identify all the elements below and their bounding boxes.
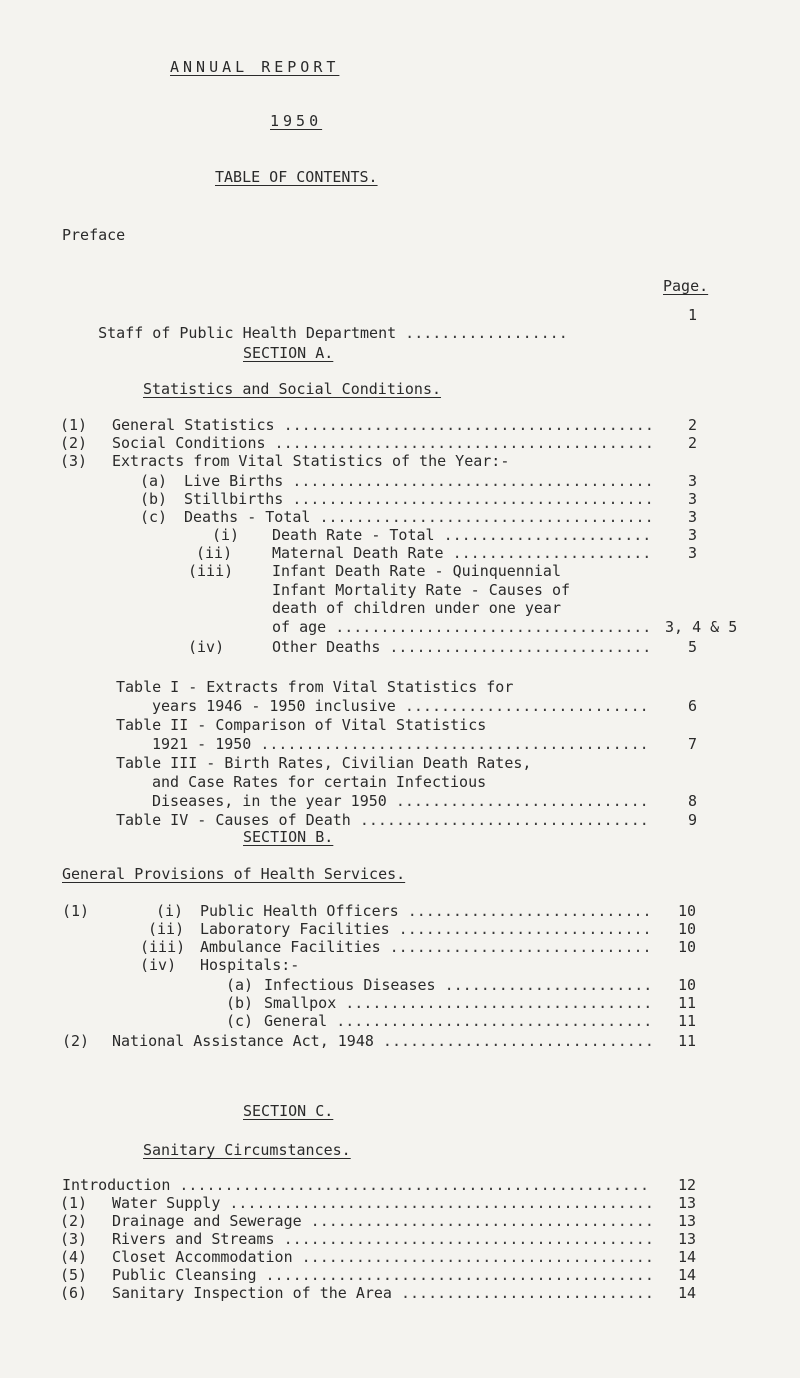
toc-entry-label: Public Health Officers	[200, 902, 399, 920]
toc-entry	[116, 811, 649, 829]
toc-entry-number: (ii)	[196, 544, 233, 562]
dot-leader: ...........................	[395, 697, 649, 715]
toc-entry	[200, 920, 652, 938]
dot-leader: ...........................................	[256, 1266, 654, 1284]
dot-leader: ................................	[350, 811, 649, 829]
toc-entry-label: of age	[272, 618, 327, 636]
toc-entry	[112, 1230, 654, 1248]
dot-leader: .......................	[434, 526, 652, 544]
dot-leader: ............................	[389, 920, 652, 938]
dot-leader: ............................	[391, 1284, 654, 1302]
toc-entry-number: (iv)	[188, 638, 225, 656]
toc-entry	[200, 938, 652, 956]
toc-entry	[200, 956, 299, 974]
toc-entry-page: 2	[688, 416, 698, 434]
toc-entry-page: 13	[678, 1194, 697, 1212]
toc-entry-label: Social Conditions	[112, 434, 266, 452]
toc-entry-label: Rivers and Streams	[112, 1230, 275, 1248]
dot-leader: ........................................	[283, 472, 654, 490]
toc-entry-page: 12	[678, 1176, 697, 1194]
toc-entry-label: Laboratory Facilities	[200, 920, 390, 938]
dot-leader: ...............................................	[220, 1194, 654, 1212]
toc-entry-page: 3	[688, 472, 698, 490]
toc-entry-label: Live Births	[184, 472, 284, 490]
toc-entry-number: (b)	[140, 490, 168, 508]
toc-entry-label: Stillbirths	[184, 490, 284, 508]
toc-entry-label: Infant Death Rate - Quinquennial	[272, 562, 561, 580]
toc-entry-page: 11	[678, 994, 697, 1012]
toc-entry-subnumber: (c)	[226, 1012, 254, 1030]
toc-entry	[152, 773, 486, 791]
dot-leader: ............................	[386, 792, 649, 810]
toc-entry-label: Table II - Comparison of Vital Statistics	[116, 716, 487, 734]
toc-entry	[152, 792, 649, 810]
toc-entry-page: 2	[688, 434, 698, 452]
toc-entry	[112, 452, 509, 470]
dot-leader: .........................................	[274, 1230, 654, 1248]
toc-entry	[264, 976, 652, 994]
toc-entry-page: 11	[678, 1032, 697, 1050]
toc-entry-label: Table IV - Causes of Death	[116, 811, 351, 829]
toc-entry-label: General	[264, 1012, 328, 1030]
toc-entry	[184, 490, 654, 508]
toc-entry-label: Table III - Birth Rates, Civilian Death Rates,	[116, 754, 532, 772]
toc-entry-subnumber: (iv)	[140, 956, 177, 974]
toc-entry-label: Staff of Public Health Department	[98, 324, 397, 342]
toc-entry	[272, 618, 651, 636]
preface-label: Preface	[62, 226, 126, 244]
toc-entry-number: (1)	[62, 902, 90, 920]
dot-leader: .......................	[435, 976, 653, 994]
dot-leader: .............................	[380, 938, 652, 956]
toc-entry-page: 6	[688, 697, 698, 715]
toc-entry-label: Drainage and Sewerage	[112, 1212, 302, 1230]
dot-leader: .....................................	[310, 508, 654, 526]
toc-entry	[184, 472, 654, 490]
toc-entry-page: 11	[678, 1012, 697, 1030]
toc-entry	[272, 526, 651, 544]
section-a-heading: SECTION A.	[243, 344, 334, 362]
toc-entry-page: 5	[688, 638, 698, 656]
section-b-heading: SECTION B.	[243, 828, 334, 846]
toc-entry	[112, 1266, 654, 1284]
toc-entry	[264, 994, 652, 1012]
toc-entry	[116, 678, 513, 696]
dot-leader: ...................................	[326, 618, 652, 636]
dot-leader: ..........................................	[265, 434, 654, 452]
toc-entry	[116, 716, 486, 734]
toc-entry-subnumber: (a)	[226, 976, 254, 994]
toc-entry-number: (c)	[140, 508, 168, 526]
section-b-subheading: General Provisions of Health Services.	[62, 865, 406, 883]
toc-entry	[112, 1248, 654, 1266]
toc-entry-number: (6)	[60, 1284, 88, 1302]
dot-leader: ..................	[405, 324, 568, 342]
toc-entry-number: (4)	[60, 1248, 88, 1266]
toc-entry-label: Ambulance Facilities	[200, 938, 381, 956]
toc-entry-page: 8	[688, 792, 698, 810]
toc-entry-label: Maternal Death Rate	[272, 544, 444, 562]
toc-entry-label: General Statistics	[112, 416, 275, 434]
toc-entry-label: Table I - Extracts from Vital Statistics for	[116, 678, 514, 696]
toc-entry-number: (1)	[60, 1194, 88, 1212]
toc-entry-subnumber: (b)	[226, 994, 254, 1012]
toc-entry	[272, 638, 651, 656]
section-c-heading: SECTION C.	[243, 1102, 334, 1120]
toc-entry-page: 14	[678, 1248, 697, 1266]
toc-entry-page: 14	[678, 1284, 697, 1302]
toc-entry-number: (1)	[60, 416, 88, 434]
dot-leader: ..................................	[336, 994, 653, 1012]
toc-entry	[152, 697, 649, 715]
toc-entry-number: (iii)	[188, 562, 234, 580]
dot-leader: .......................................	[292, 1248, 654, 1266]
toc-entry-page: 10	[678, 976, 697, 994]
dot-leader: ......................................	[301, 1212, 654, 1230]
toc-entry-label: Smallpox	[264, 994, 337, 1012]
toc-entry	[112, 1032, 654, 1050]
toc-entry-number: (a)	[140, 472, 168, 490]
toc-entry-label: Sanitary Inspection of the Area	[112, 1284, 392, 1302]
toc-entry-page: 1	[688, 306, 698, 324]
toc-entry	[112, 1212, 654, 1230]
toc-entry-label: National Assistance Act, 1948	[112, 1032, 374, 1050]
toc-entry-label: Death Rate - Total	[272, 526, 435, 544]
toc-entry-label: Infectious Diseases	[264, 976, 436, 994]
toc-entry-number: (3)	[60, 452, 88, 470]
toc-entry-page: 10	[678, 920, 697, 938]
toc-entry	[62, 1176, 649, 1194]
dot-leader: .............................	[380, 638, 652, 656]
toc-entry-label: Hospitals:-	[200, 956, 300, 974]
toc-entry	[200, 902, 652, 920]
toc-entry	[112, 416, 654, 434]
toc-entry	[272, 599, 561, 617]
toc-entry-label: Closet Accommodation	[112, 1248, 293, 1266]
dot-leader: ...................................	[327, 1012, 653, 1030]
toc-entry-page: 13	[678, 1230, 697, 1248]
dot-leader: ..............................	[373, 1032, 654, 1050]
toc-entry-page: 3	[688, 544, 698, 562]
toc-entry-label: Water Supply	[112, 1194, 221, 1212]
report-year: 1950	[270, 112, 323, 130]
toc-entry-label: Infant Mortality Rate - Causes of	[272, 581, 571, 599]
toc-entry-subnumber: (iii)	[140, 938, 186, 956]
toc-entry-label: death of children under one year	[272, 599, 561, 617]
toc-entry-page: 3	[688, 508, 698, 526]
dot-leader: ....................................................	[170, 1176, 650, 1194]
toc-entry	[272, 562, 561, 580]
toc-entry-label: years 1946 - 1950 inclusive	[152, 697, 396, 715]
toc-entry-page: 13	[678, 1212, 697, 1230]
toc-entry-number: (2)	[60, 1212, 88, 1230]
dot-leader: ......................	[443, 544, 652, 562]
toc-entry-subnumber: (i)	[156, 902, 184, 920]
toc-entry	[112, 1194, 654, 1212]
toc-entry	[112, 1284, 654, 1302]
toc-entry-label: Public Cleansing	[112, 1266, 257, 1284]
page-column-label: Page.	[663, 277, 709, 295]
toc-entry-page: 3	[688, 490, 698, 508]
toc-entry-label: Deaths - Total	[184, 508, 311, 526]
toc-entry-number: (2)	[62, 1032, 90, 1050]
toc-entry-page: 3	[688, 526, 698, 544]
toc-entry-number: (2)	[60, 434, 88, 452]
toc-entry-label: and Case Rates for certain Infectious	[152, 773, 487, 791]
toc-entry-label: Other Deaths	[272, 638, 381, 656]
toc-entry-label: Introduction	[62, 1176, 171, 1194]
dot-leader: ...........................................	[251, 735, 649, 753]
toc-entry-page: 10	[678, 938, 697, 956]
toc-entry-number: (5)	[60, 1266, 88, 1284]
toc-entry	[272, 581, 570, 599]
toc-entry-number: (3)	[60, 1230, 88, 1248]
toc-entry-page: 10	[678, 902, 697, 920]
toc-entry-label: 1921 - 1950	[152, 735, 252, 753]
toc-entry	[152, 735, 649, 753]
dot-leader: ........................................	[283, 490, 654, 508]
dot-leader: .........................................	[274, 416, 654, 434]
toc-entry	[264, 1012, 652, 1030]
toc-entry	[184, 508, 654, 526]
toc-entry	[116, 754, 531, 772]
toc-entry-page: 9	[688, 811, 698, 829]
toc-entry-page: 7	[688, 735, 698, 753]
toc-entry-label: Diseases, in the year 1950	[152, 792, 387, 810]
contents-title: TABLE OF CONTENTS.	[215, 168, 378, 186]
section-c-subheading: Sanitary Circumstances.	[143, 1141, 351, 1159]
toc-entry-page: 14	[678, 1266, 697, 1284]
toc-entry-page: 3, 4 & 5	[665, 618, 738, 636]
toc-entry-number: (i)	[212, 526, 240, 544]
report-title: ANNUAL REPORT	[170, 58, 340, 76]
toc-entry	[112, 434, 654, 452]
section-a-subheading: Statistics and Social Conditions.	[143, 380, 442, 398]
toc-entry-subnumber: (ii)	[148, 920, 185, 938]
toc-entry	[272, 544, 651, 562]
dot-leader: ...........................	[398, 902, 652, 920]
toc-entry-label: Extracts from Vital Statistics of the Year:-	[112, 452, 510, 470]
